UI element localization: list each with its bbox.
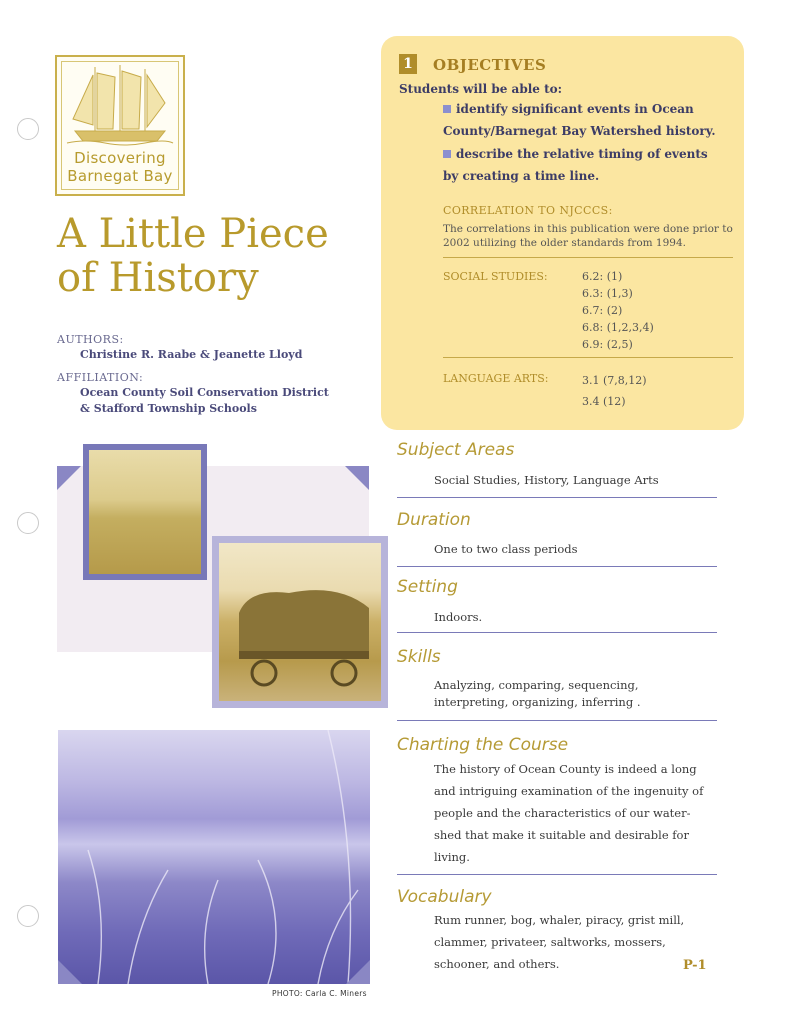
- historic-hay-wagon-photo: [212, 536, 388, 708]
- schooner-ship-icon: [65, 63, 175, 147]
- binder-hole: [17, 512, 39, 534]
- standard-item: 3.1 (7,8,12): [582, 374, 647, 387]
- standard-item: 6.3: (1,3): [582, 287, 633, 300]
- setting-body: Indoors.: [434, 610, 483, 624]
- subject-areas-body: Social Studies, History, Language Arts: [434, 473, 659, 487]
- social-studies-label: SOCIAL STUDIES:: [443, 270, 548, 283]
- authors-value: Christine R. Raabe & Jeanette Lloyd: [80, 348, 303, 361]
- section-divider: [397, 874, 717, 875]
- logo-text-line1: Discovering: [74, 149, 166, 167]
- divider: [443, 357, 733, 358]
- charting-the-course-heading: Charting the Course: [397, 735, 569, 755]
- charting-line: people and the characteristics of our water-: [434, 806, 691, 820]
- section-divider: [397, 632, 717, 633]
- vocabulary-body: [434, 909, 704, 975]
- vocabulary-line: clammer, privateer, saltworks, mossers,: [434, 935, 666, 949]
- discovering-barnegat-bay-logo: [55, 55, 185, 196]
- page-number: P-1: [683, 958, 707, 973]
- standard-item: 6.8: (1,2,3,4): [582, 321, 654, 334]
- subject-areas-heading: Subject Areas: [397, 440, 515, 460]
- objective-item-1: [443, 98, 733, 142]
- objective-2-line2: by creating a time line.: [443, 169, 600, 183]
- skills-heading: Skills: [397, 647, 441, 667]
- language-arts-standards: [582, 370, 647, 412]
- affiliation-line2: & Stafford Township Schools: [80, 402, 257, 415]
- page-title-line1: A Little Piece: [57, 211, 329, 257]
- skills-body: Analyzing, comparing, sequencing, interpreting, organizing, inferring .: [434, 678, 641, 709]
- page-title: [57, 212, 367, 300]
- standard-item: 6.7: (2): [582, 304, 623, 317]
- section-divider: [397, 720, 717, 721]
- historic-ditch-photo: [83, 444, 207, 580]
- charting-line: living.: [434, 850, 470, 864]
- section-divider: [397, 497, 717, 498]
- barnegat-bay-marsh-photo: [58, 730, 370, 984]
- setting-heading: Setting: [397, 577, 458, 597]
- standard-item: 6.9: (2,5): [582, 338, 633, 351]
- page-title-line2: of History: [57, 255, 259, 301]
- vocabulary-line: schooner, and others.: [434, 957, 560, 971]
- photo-credit: PHOTO: Carla C. Miners: [272, 989, 367, 998]
- objective-1-line2: County/Barnegat Bay Watershed history.: [443, 124, 716, 138]
- charting-line: The history of Ocean County is indeed a long: [434, 762, 697, 776]
- logo-text-line2: Barnegat Bay: [67, 167, 173, 185]
- marsh-grass-icon: [58, 730, 370, 984]
- correlation-heading: CORRELATION TO NJCCCS:: [443, 204, 613, 217]
- hay-wagon-icon: [229, 583, 379, 693]
- divider: [443, 257, 733, 258]
- affiliation-line1: Ocean County Soil Conservation District: [80, 386, 329, 399]
- objectives-box: [381, 36, 744, 430]
- authors-label: AUTHORS:: [57, 333, 124, 346]
- section-divider: [397, 566, 717, 567]
- charting-line: and intriguing examination of the ingenuity of: [434, 784, 704, 798]
- duration-heading: Duration: [397, 510, 471, 530]
- objective-2-line1: describe the relative timing of events: [456, 147, 708, 161]
- correlation-note: The correlations in this publication were done prior to 2002 utilizing the older standards from 1994.: [443, 223, 733, 249]
- language-arts-label: LANGUAGE ARTS:: [443, 372, 549, 385]
- charting-the-course-body: [434, 758, 704, 868]
- bullet-square-icon: [443, 105, 451, 113]
- affiliation-label: AFFILIATION:: [57, 371, 144, 384]
- vocabulary-line: Rum runner, bog, whaler, piracy, grist mill,: [434, 913, 685, 927]
- social-studies-standards: [582, 268, 654, 353]
- objectives-lead: Students will be able to:: [399, 82, 563, 96]
- objective-item-2: [443, 143, 733, 187]
- objectives-number: 1: [399, 54, 417, 74]
- binder-hole: [17, 905, 39, 927]
- objective-1-line1: identify significant events in Ocean: [456, 102, 694, 116]
- charting-line: shed that make it suitable and desirable for: [434, 828, 689, 842]
- duration-body: One to two class periods: [434, 542, 578, 556]
- binder-hole: [17, 118, 39, 140]
- standard-item: 3.4 (12): [582, 395, 626, 408]
- bullet-square-icon: [443, 150, 451, 158]
- standard-item: 6.2: (1): [582, 270, 623, 283]
- vocabulary-heading: Vocabulary: [397, 887, 492, 907]
- objectives-title: OBJECTIVES: [433, 56, 547, 74]
